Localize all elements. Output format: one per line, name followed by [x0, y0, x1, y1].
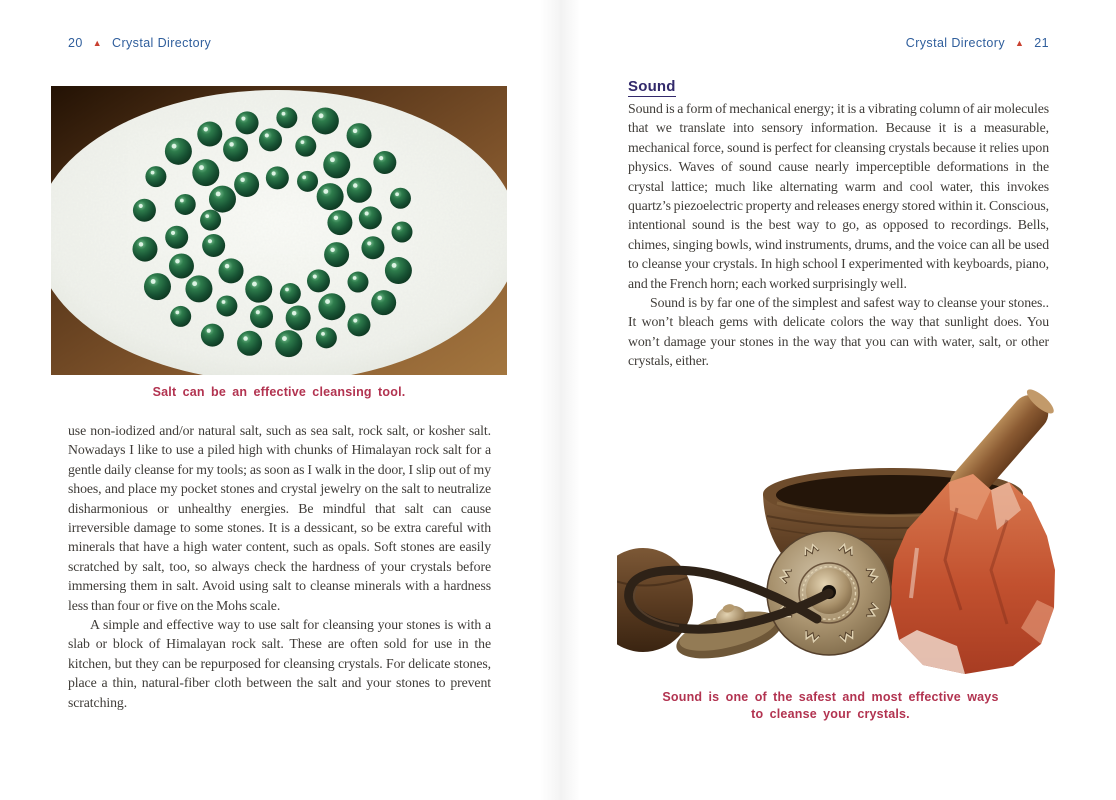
page-gutter: [540, 0, 580, 800]
page-number-left: 20: [68, 36, 83, 50]
body-text-left: [68, 421, 491, 712]
paragraph: Sound is a form of mechanical energy; it is a vibrating column of air molecules that we translate into sensory information. Because it is a measurable, mechanical force, sound is perfect for cleansing crystals because it relies upon physics. Waves of sound cause nearly imperceptible deformations in the crystal lattice; much like alternating warm and cool water, this invokes quartz’s piezoelectric property and releases energy stored within it. Conscious, intentional sound is the best way to go, as opposed to recordings. Bells, chimes, singing bowls, wind instruments, drums, and the voice can all be used to cleanse your crystals. In high school I experimented with keyboards, piano, and the French horn; each worked surprisingly well.: [628, 101, 1049, 291]
page-number-right: 21: [1034, 36, 1049, 50]
salt-bowl-photo: [51, 86, 507, 375]
figure-caption-right: [620, 689, 1041, 723]
body-text-right: [628, 99, 1049, 371]
singing-bowl-illustration: [617, 388, 1060, 678]
figure-caption-left: Salt can be an effective cleansing tool.: [152, 385, 406, 399]
section-heading-sound: Sound: [628, 78, 676, 95]
paragraph: Sound is by far one of the simplest and safest way to cleanse your stones.. It won’t bleach gems with delicate colors the way that sunlight does. You won’t damage your stones in the way that you can with water, salt, or other crystals, either.: [628, 295, 1049, 369]
triangle-ornament-icon: ▲: [1014, 38, 1025, 48]
running-title-right: Crystal Directory: [905, 36, 1005, 50]
triangle-ornament-icon: ▲: [92, 38, 103, 48]
running-header-right: [906, 36, 1049, 50]
caption-line: to cleanse your crystals.: [751, 707, 910, 721]
salt-bowl-illustration: [51, 86, 507, 375]
singing-bowl-photo: [617, 388, 1060, 678]
running-header-left: [68, 36, 211, 50]
caption-line: Sound is one of the safest and most effective ways: [662, 690, 999, 704]
paragraph: A simple and effective way to use salt for cleansing your stones is with a slab or block of Himalayan rock salt. These are often sold for use in the kitchen, but they can be repurposed for cleansing crystals. For delicate stones, place a thin, natural-fiber cloth between the salt and your stones to prevent scratching.: [68, 617, 491, 710]
paragraph: use non-iodized and/or natural salt, such as sea salt, rock salt, or kosher salt. Nowadays I like to use a piled high with chunks of Himalayan rock salt for a gentle daily cleanse for my tools; as soon as I walk in the door, I slip out of my shoes, and place my pocket stones and crystal jewelry on the salt to neutralize disharmonious or unhealthy energies. Be mindful that salt can cause irreversible damage to some stones. It is a dessicant, so be extra careful with minerals that have a high water content, such as opals. Soft stones are easily scratched by salt, too, so always check the hardness of your crystals before immersing them in salt. Avoid using salt to cleanse minerals with a hardness less than four or five on the Mohs scale.: [68, 423, 491, 613]
running-title-left: Crystal Directory: [112, 36, 212, 50]
